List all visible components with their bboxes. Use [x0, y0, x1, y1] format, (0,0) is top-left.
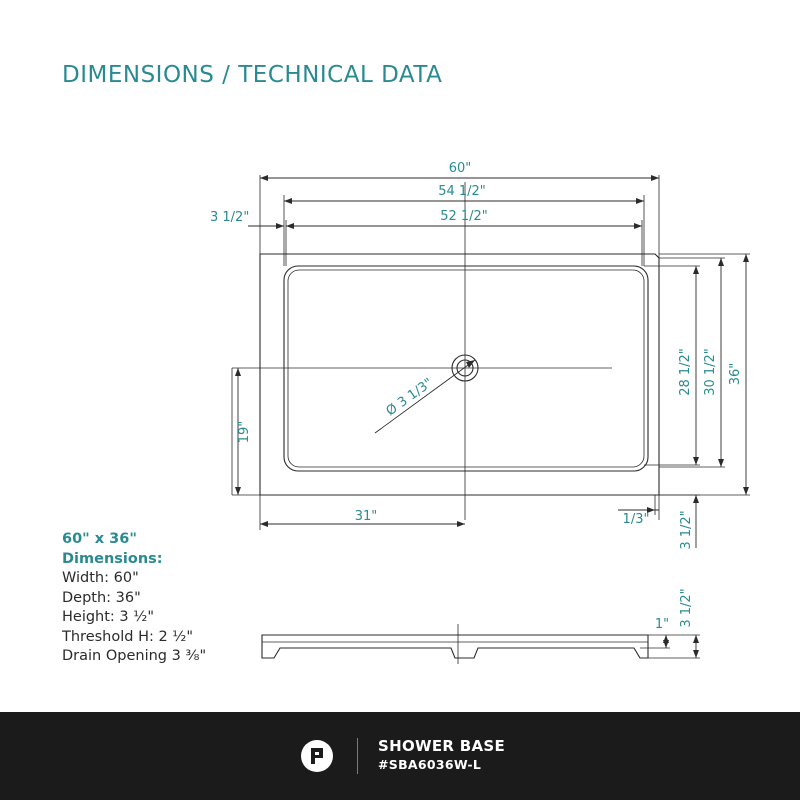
label-inner-depth: 28 1/2"	[678, 348, 693, 396]
label-threshold-height: 3 1/2"	[679, 510, 694, 550]
label-drain-diameter: Ø 3 1/3"	[383, 375, 436, 420]
label-overall-depth: 36"	[728, 362, 743, 386]
brand-logo-icon	[301, 740, 333, 772]
spec-threshold: Threshold H: 2 ½"	[62, 628, 194, 645]
label-threshold-offset: 1/3"	[622, 512, 650, 527]
footer-bar	[0, 712, 800, 800]
spec-size: 60" x 36"	[62, 531, 137, 547]
basin-outline	[284, 266, 648, 471]
spec-width: Width: 60"	[62, 570, 139, 586]
spec-depth: Depth: 36"	[62, 589, 141, 606]
spec-heading: Dimensions:	[62, 550, 163, 567]
specs-block	[62, 530, 206, 667]
basin-inner-outline	[288, 270, 644, 467]
spec-height: Height: 3 ½"	[62, 609, 154, 625]
spec-drain: Drain Opening 3 ⅜"	[62, 648, 207, 664]
drain-leader	[375, 360, 475, 433]
label-width-54: 54 1/2"	[438, 184, 486, 199]
label-drain-x: 31"	[354, 509, 378, 524]
label-drain-y: 19"	[237, 420, 252, 444]
product-name: SHOWER BASE	[378, 737, 506, 755]
page-title: DIMENSIONS / TECHNICAL DATA	[62, 62, 443, 88]
label-profile-height: 3 1/2"	[679, 588, 694, 628]
label-depth-30: 30 1/2"	[703, 348, 718, 396]
product-sku: #SBA6036W-L	[378, 757, 482, 772]
label-overall-width: 60"	[448, 161, 472, 176]
label-profile-lip: 1"	[654, 617, 670, 632]
label-side-offset: 3 1/2"	[210, 210, 250, 225]
profile-view	[262, 635, 648, 658]
label-width-52: 52 1/2"	[440, 209, 488, 224]
footer-divider	[357, 738, 358, 774]
